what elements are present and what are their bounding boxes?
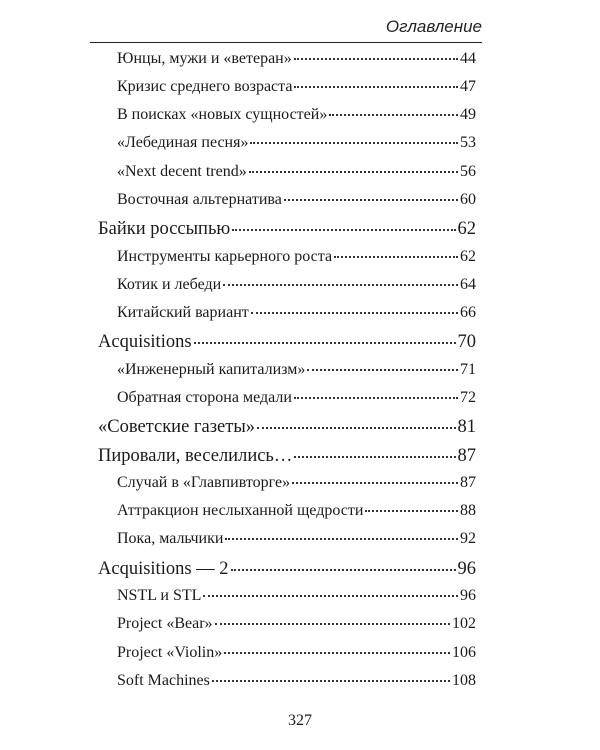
dot-leader [223,284,458,286]
dot-leader [284,199,458,201]
toc-entry[interactable] [98,219,476,243]
toc-entry-title: Восточная альтернатива [117,191,282,208]
toc-entry[interactable] [117,304,476,328]
toc-entry-page: 92 [460,530,476,547]
dot-leader [231,569,456,571]
toc-entry-title: Котик и лебеди [117,276,222,293]
header-title: Оглавление [385,17,482,36]
dot-leader [257,427,455,429]
toc-entry[interactable] [117,50,476,74]
dot-leader [294,397,458,399]
dot-leader [212,680,450,682]
toc-entry-title: Пока, мальчики [117,530,224,547]
toc-entry-title: Юнцы, мужи и «ветеран» [117,50,292,67]
toc-entry-title: В поисках «новых сущностей» [117,106,328,123]
toc-entry-page: 87 [460,474,476,491]
toc-entry-title: Кризис среднего возраста [117,78,293,95]
toc-entry-title: Project «Violin» [117,644,223,661]
toc-entry[interactable] [98,332,476,356]
toc-entry-page: 49 [460,106,476,123]
toc-entry-title: Китайский вариант [117,304,249,321]
toc-entry-title: NSTL и STL [117,587,202,604]
toc-entry-page: 102 [452,615,476,632]
toc-entry[interactable] [117,361,476,385]
toc-entry-page: 87 [457,446,476,466]
toc-entry-page: 71 [460,361,476,378]
dot-leader [232,229,455,231]
toc-entry-title: Байки россыпью [98,219,231,239]
toc-entry[interactable] [117,644,476,668]
toc-entry-page: 72 [460,389,476,406]
dot-leader [307,369,458,371]
dot-leader [292,482,458,484]
toc-entry-page: 64 [460,276,476,293]
dot-leader [194,342,456,344]
toc-entry-page: 53 [460,134,476,151]
toc-entry-page: 62 [457,219,476,239]
toc-entry-title: «Инженерный капитализм» [117,361,306,378]
dot-leader [249,171,458,173]
toc-entry[interactable] [117,191,476,215]
toc-entry[interactable] [117,276,476,300]
toc-entry[interactable] [117,502,476,526]
toc-entry-title: Project «Bear» [117,615,213,632]
toc-entry[interactable] [117,587,476,611]
toc-entry-page: 44 [460,50,476,67]
dot-leader [294,86,458,88]
dot-leader [294,58,458,60]
toc-entry-page: 88 [460,502,476,519]
toc-entry-page: 70 [457,332,476,352]
toc-entry[interactable] [98,417,476,441]
toc-entry[interactable] [117,106,476,130]
toc-entry-title: Пировали, веселились… [98,446,293,466]
toc-entry-page: 96 [460,587,476,604]
toc-entry-page: 106 [452,644,476,661]
toc-entry[interactable] [117,672,476,696]
page-number: 327 [288,712,312,729]
toc-entry-page: 108 [452,672,476,689]
dot-leader [334,256,458,258]
toc-entry-title: Soft Machines [117,672,210,689]
toc-entry-page: 62 [460,248,476,265]
toc-entry[interactable] [117,248,476,272]
toc-entry[interactable] [117,615,476,639]
toc-entry[interactable] [98,446,476,470]
toc-entry-page: 56 [460,163,476,180]
dot-leader [365,510,458,512]
toc-entry[interactable] [117,530,476,554]
toc-entry-title: Acquisitions — 2 [98,559,229,579]
toc-entry-title: Обратная сторона медали [117,389,292,406]
dot-leader [251,312,458,314]
toc-entry-page: 96 [457,559,476,579]
toc-entry[interactable] [117,389,476,413]
toc-entry-title: Acquisitions [98,332,192,352]
toc-entry-page: 81 [457,417,476,437]
toc-entry-title: Аттракцион неслыханной щедрости [117,502,364,519]
dot-leader [294,456,455,458]
toc-entry-title: «Next decent trend» [117,163,247,180]
toc-entry[interactable] [117,474,476,498]
toc-entry-page: 66 [460,304,476,321]
toc-entry[interactable] [98,559,476,583]
toc-entry-title: Инструменты карьерного роста [117,248,333,265]
dot-leader [224,652,450,654]
toc-entry-title: Случай в «Главпивторге» [117,474,291,491]
dot-leader [203,595,458,597]
toc-entry[interactable] [117,163,476,187]
toc-entry-page: 60 [460,191,476,208]
toc-entry-title: «Советские газеты» [98,417,256,437]
dot-leader [215,623,450,625]
dot-leader [225,538,458,540]
toc-entry[interactable] [117,134,476,158]
toc-entry-title: «Лебединая песня» [117,134,249,151]
dot-leader [329,114,458,116]
toc-entry-page: 47 [460,78,476,95]
dot-leader [250,142,458,144]
toc-entry[interactable] [117,78,476,102]
